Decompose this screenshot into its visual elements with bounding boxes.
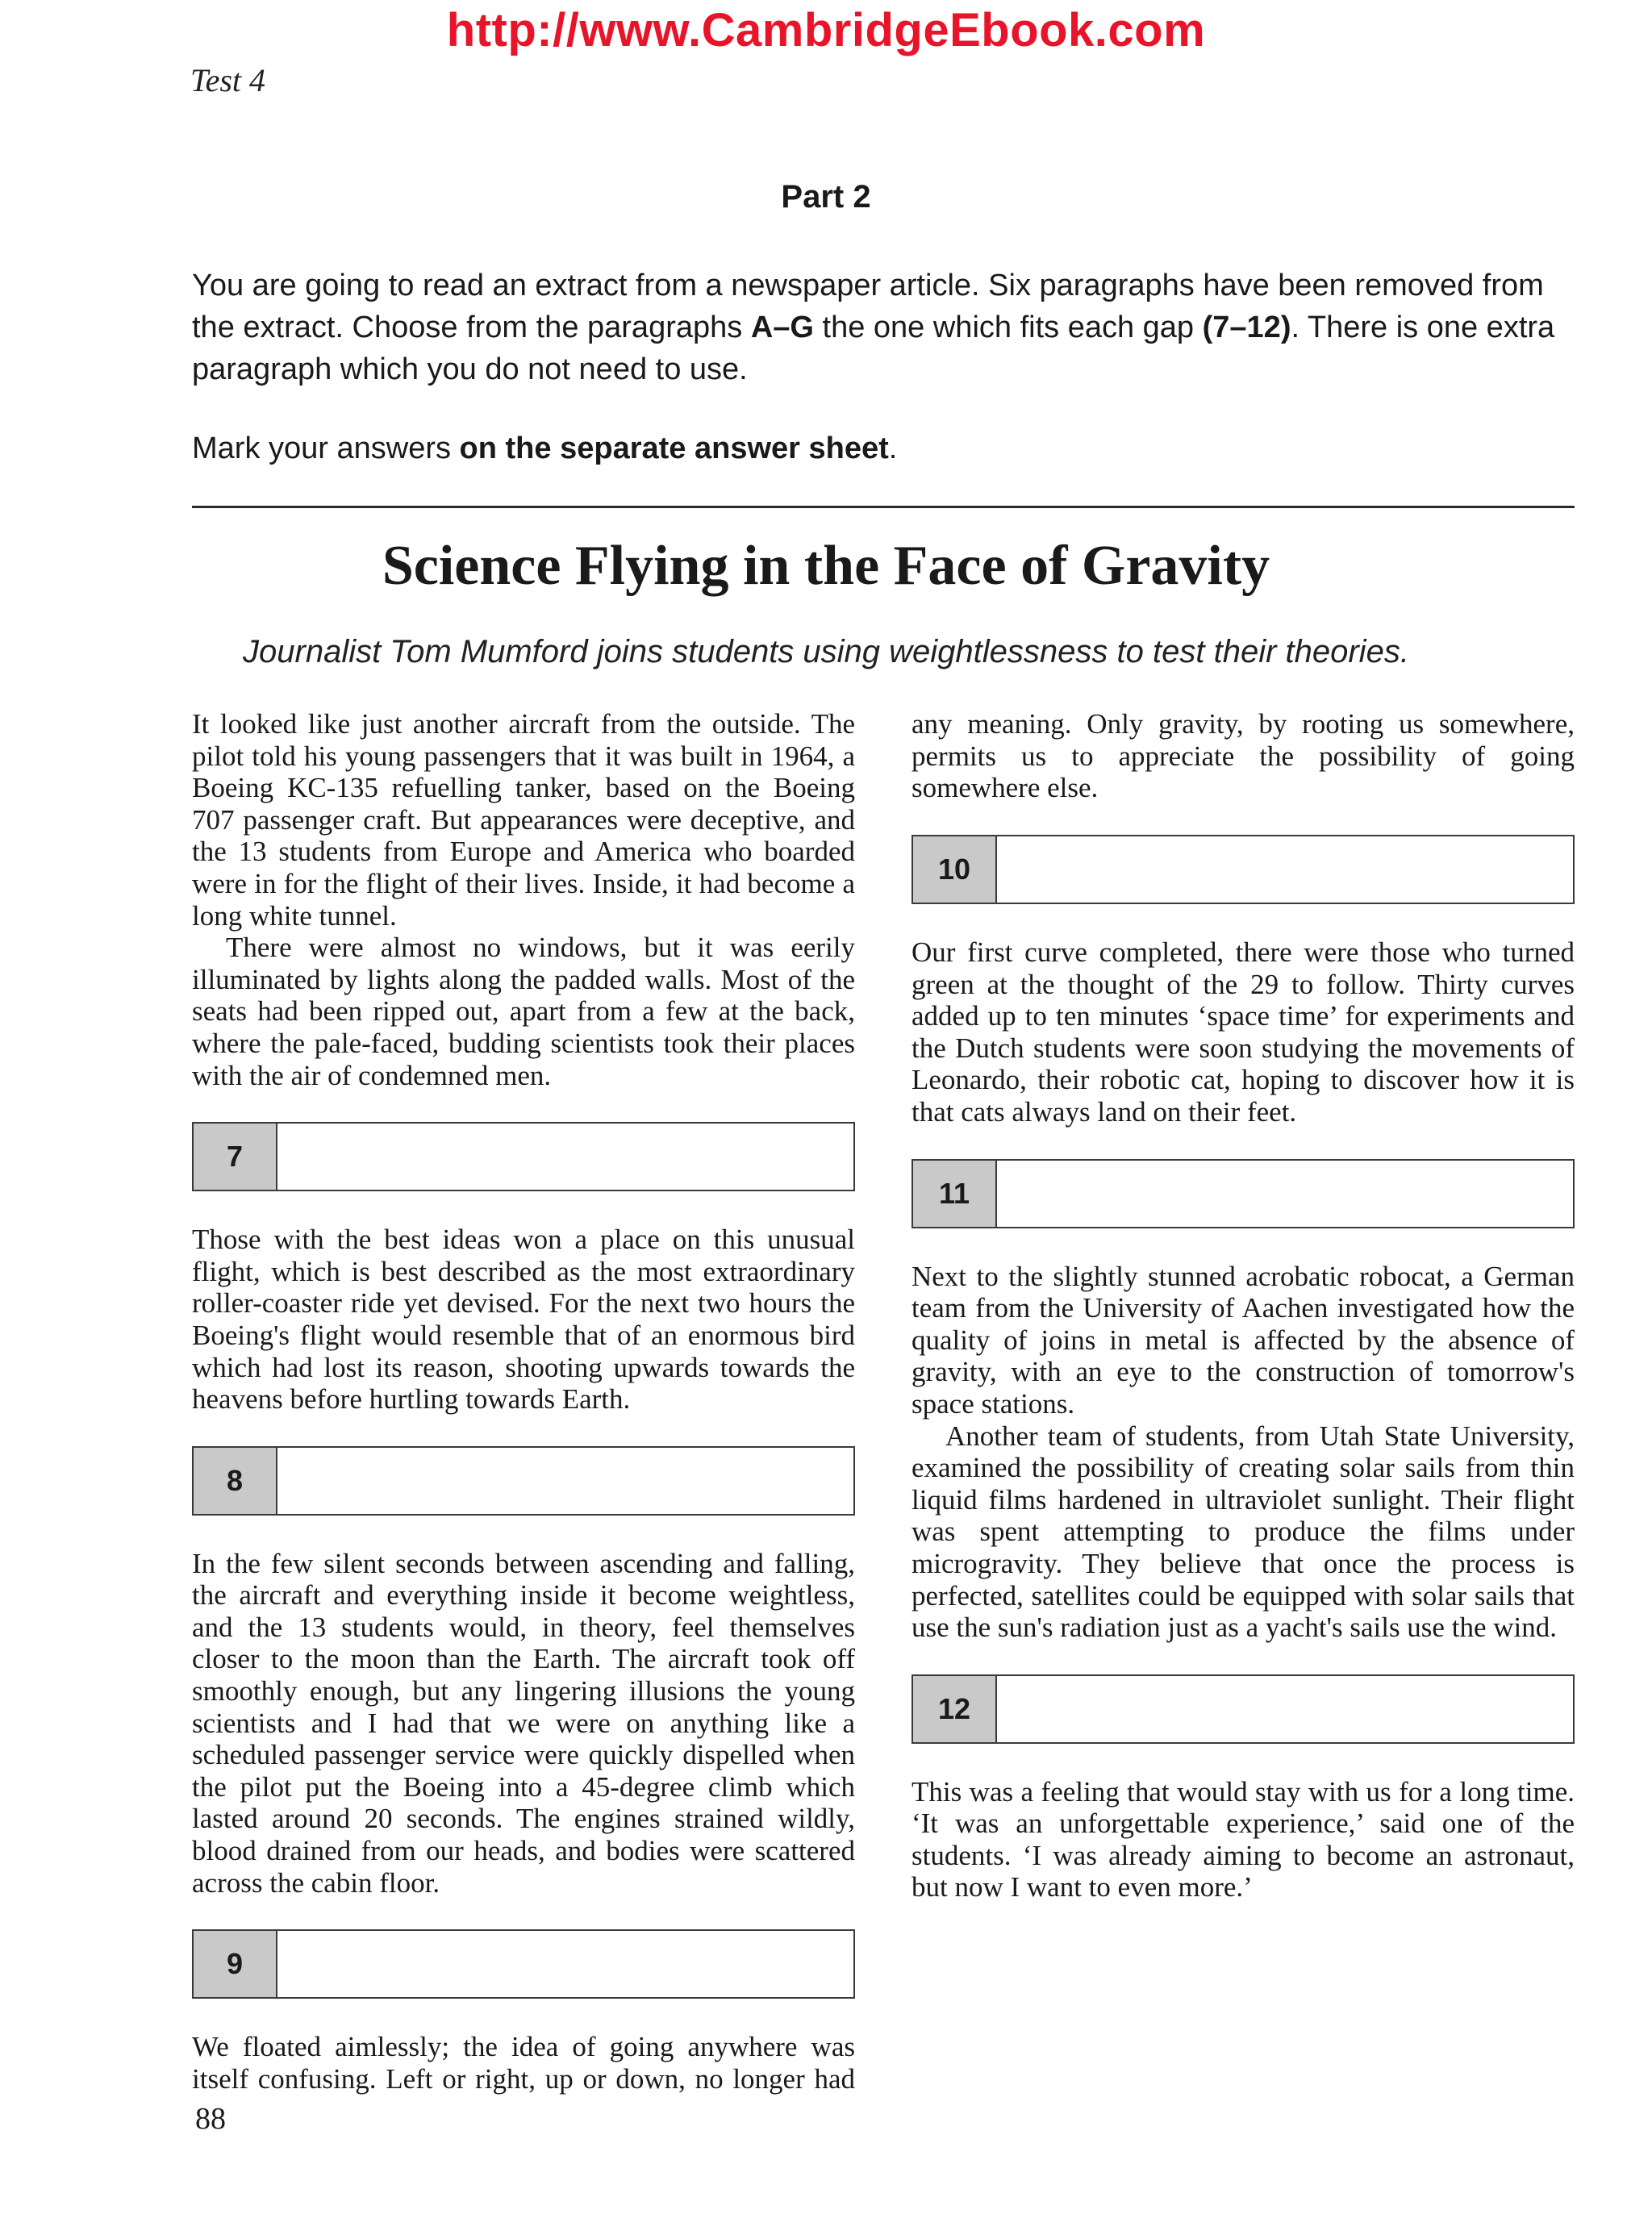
gap-9[interactable] [192, 1929, 855, 1999]
answer-note-bold: on the separate answer sheet [459, 432, 889, 465]
answer-note-suffix: . [888, 432, 898, 465]
gap-8[interactable] [192, 1446, 855, 1516]
article-paragraph-continued: any meaning. Only gravity, by rooting us somewhere, permits us to appreciate the possibility of going somewhere else. [912, 708, 1575, 804]
gap-11[interactable] [912, 1159, 1575, 1228]
gap-answer-space[interactable] [277, 1448, 853, 1514]
gap-answer-space[interactable] [277, 1931, 853, 1997]
instructions-text-2: the one which fits each gap [813, 311, 1203, 344]
article-paragraph: There were almost no windows, but it was eerily illuminated by lights along the padded walls. Most of the seats had been ripped out, apart from a few at the back, where the pale-faced, budding scientists took their places with the air of condemned men. [192, 932, 855, 1091]
instructions-range-options: A–G [750, 311, 814, 344]
article-subtitle: Journalist Tom Mumford joins students using weightlessness to test their theories. [243, 634, 1409, 669]
gap-7[interactable] [192, 1122, 855, 1191]
article-paragraph [912, 708, 1575, 804]
watermark-url: http://www.CambridgeEbook.com [446, 4, 1206, 56]
article-column-left [192, 708, 855, 2095]
instructions-range-gaps: (7–12) [1202, 311, 1291, 344]
gap-number: 7 [194, 1124, 277, 1190]
gap-number: 8 [194, 1448, 277, 1514]
running-head: Test 4 [190, 62, 266, 98]
gap-number: 11 [913, 1161, 997, 1227]
gap-10[interactable] [912, 835, 1575, 904]
page-number: 88 [195, 2102, 226, 2136]
instructions-text-3: . There is one extra paragraph which you do not need to use. [192, 311, 1555, 386]
gap-number: 10 [913, 836, 997, 903]
article-paragraph: It looked like just another aircraft from the outside. The pilot told his young passengers that it was built in 1964, a Boeing KC-135 refuelling tanker, based on the Boeing 707 passenger craft. But appearances were deceptive, and the 13 students from Europe and America who boarded were in for the flight of their lives. Inside, it had become a long white tunnel. [192, 708, 855, 932]
gap-number: 12 [913, 1676, 997, 1742]
article-paragraph: Our first curve completed, there were those who turned green at the thought of the 29 to follow. Thirty curves added up to ten minutes ‘space time’ for experiments and the Dutch students were soon studying the movements of Leonardo, their robotic cat, hoping to discover how it is that cats always land on their feet. [912, 936, 1575, 1128]
gap-answer-space[interactable] [997, 1161, 1573, 1227]
task-instructions [192, 265, 1579, 390]
horizontal-rule [192, 506, 1575, 508]
answer-note-prefix: Mark your answers [192, 432, 460, 465]
part-heading: Part 2 [781, 179, 871, 215]
gap-answer-space[interactable] [997, 836, 1573, 903]
article-paragraph: We floated aimlessly; the idea of going anywhere was itself confusing. Left or right, up or down, no longer had [192, 2031, 855, 2095]
gap-12[interactable] [912, 1674, 1575, 1744]
article-paragraph: Those with the best ideas won a place on this unusual flight, which is best described as the most extraordinary roller-coaster ride yet devised. For the next two hours the Boeing's flight would resemble that of an enormous bird which had lost its reason, shooting upwards towards the heavens before hurtling towards Earth. [192, 1224, 855, 1416]
article-paragraph: This was a feeling that would stay with us for a long time. ‘It was an unforgettable experience,’ said one of the students. ‘I was already aiming to become an astronaut, but now I want to even more.’ [912, 1775, 1575, 1904]
answer-sheet-note [192, 432, 897, 466]
gap-answer-space[interactable] [997, 1676, 1573, 1742]
article-paragraph: Another team of students, from Utah State University, examined the possibility of creating solar sails from thin liquid films hardened in ultraviolet sunlight. Their flight was spent attempting to produce the films under microgravity. They believe that once the process is perfected, satellites could be equipped with solar sails that use the sun's radiation just as a yacht's sails use the wind. [912, 1420, 1575, 1644]
article-paragraph: Next to the slightly stunned acrobatic robocat, a German team from the University of Aachen investigated how the quality of joins in metal is affected by the absence of gravity, with an eye to the construction of tomorrow's space stations. [912, 1260, 1575, 1420]
instructions-text-1: You are going to read an extract from a newspaper article. Six paragraphs have been removed from the extract. Choose from the paragraphs [192, 269, 1544, 344]
gap-number: 9 [194, 1931, 277, 1997]
article-title: Science Flying in the Face of Gravity [382, 535, 1270, 597]
article-column-right [912, 708, 1575, 1904]
gap-answer-space[interactable] [277, 1124, 853, 1190]
article-paragraph: In the few silent seconds between ascending and falling, the aircraft and everything inside it become weightless, and the 13 students would, in theory, feel themselves closer to the moon than the Earth. The aircraft took off smoothly enough, but any lingering illusions the young scientists and I had that we were on anything like a scheduled passenger service were quickly dispelled when the pilot put the Boeing into a 45-degree climb which lasted around 20 seconds. The engines strained wildly, blood drained from our heads, and bodies were scattered across the cabin floor. [192, 1547, 855, 1899]
